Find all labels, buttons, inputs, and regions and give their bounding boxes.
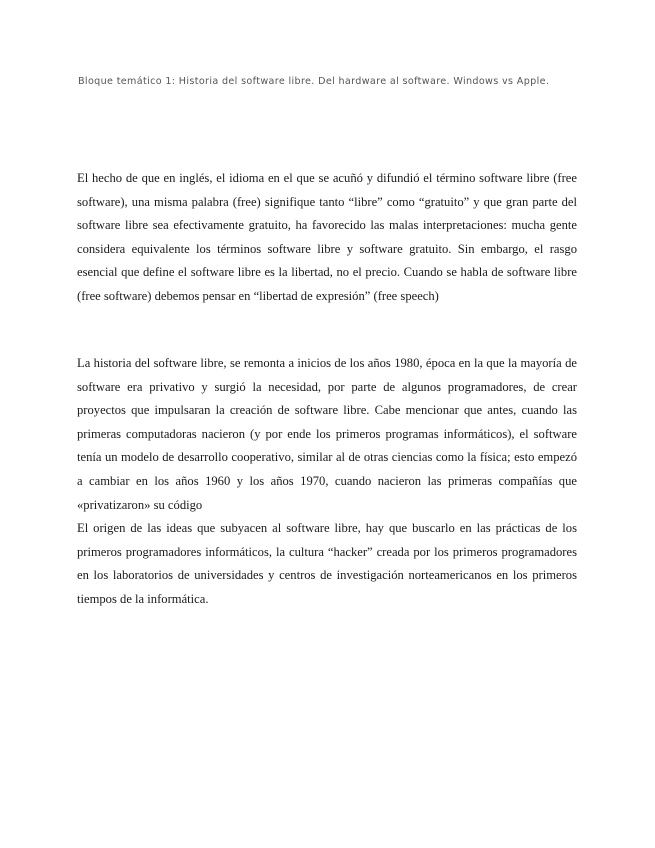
paragraph-free-software-meaning <box>77 167 577 309</box>
document-header: Bloque temático 1: Historia del software libre. Del hardware al software. Windows vs Apple. <box>78 76 550 87</box>
paragraph-text: La historia del software libre, se remonta a inicios de los años 1980, época en la que la mayoría de software era privativo y surgió la necesidad, por parte de algunos programadores, de crear proyectos que impulsaran la creación de software libre. Cabe mencionar que antes, cuando las primeras computadoras nacieron (y por ende los primeros programas informáticos), el software tenía un modelo de desarrollo cooperativo, similar al de otras ciencias como la física; esto empezó a cambiar en los años 1960 y los años 1970, cuando nacieron las primeras compañías que «privatizaron» su código <box>77 356 577 512</box>
paragraph-origin <box>77 517 577 611</box>
paragraph-history <box>77 352 577 517</box>
paragraph-text: El hecho de que en inglés, el idioma en el que se acuñó y difundió el término software libre (free software), una misma palabra (free) signifique tanto “libre” como “gratuito” y que gran parte del software libre sea efectivamente gratuito, ha favorecido las malas interpretaciones: mucha gente considera equivalente los términos software libre y software gratuito. Sin embargo, el rasgo esencial que define el software libre es la libertad, no el precio. Cuando se habla de software libre (free software) debemos pensar en “libertad de expresión” (free speech) <box>77 171 577 303</box>
paragraph-text: El origen de las ideas que subyacen al software libre, hay que buscarlo en las prácticas de los primeros programadores informáticos, la cultura “hacker” creada por los primeros programadores en los laboratorios de universidades y centros de investigación norteamericanos en los primeros tiempos de la informática. <box>77 521 577 606</box>
